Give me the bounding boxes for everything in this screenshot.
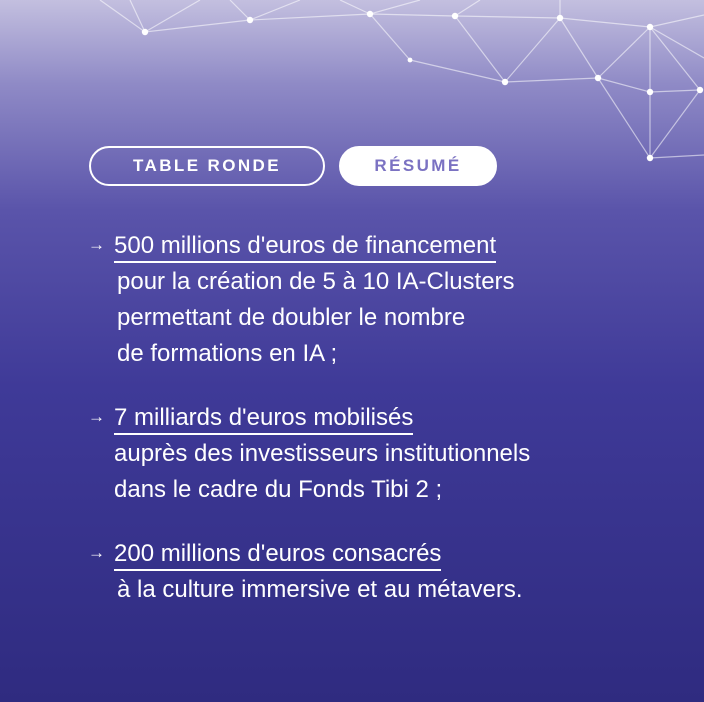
bullet-text: à la culture immersive et au métavers. (117, 576, 523, 603)
arrow-right-icon: → (88, 407, 105, 426)
arrow-right-icon: → (88, 235, 105, 254)
tag-group (89, 146, 497, 186)
list-item (88, 536, 688, 608)
bullet-text: dans le cadre du Fonds Tibi 2 ; (114, 476, 443, 503)
summary-list (88, 228, 688, 608)
resume-tag: RÉSUMÉ (339, 146, 497, 186)
bullet-headline: 7 milliards d'euros mobilisés (114, 402, 413, 435)
arrow-right-icon: → (88, 543, 105, 562)
list-item (88, 228, 688, 372)
bullet-text: permettant de doubler le nombre (117, 304, 466, 331)
bullet-text: pour la création de 5 à 10 IA-Clusters (117, 268, 515, 295)
bullet-text: de formations en IA ; (117, 340, 338, 367)
bullet-headline: 200 millions d'euros consacrés (114, 538, 441, 571)
table-ronde-tag: TABLE RONDE (89, 146, 325, 186)
bullet-headline: 500 millions d'euros de financement (114, 230, 496, 263)
bullet-text: auprès des investisseurs institutionnels (114, 440, 531, 467)
list-item (88, 400, 688, 508)
